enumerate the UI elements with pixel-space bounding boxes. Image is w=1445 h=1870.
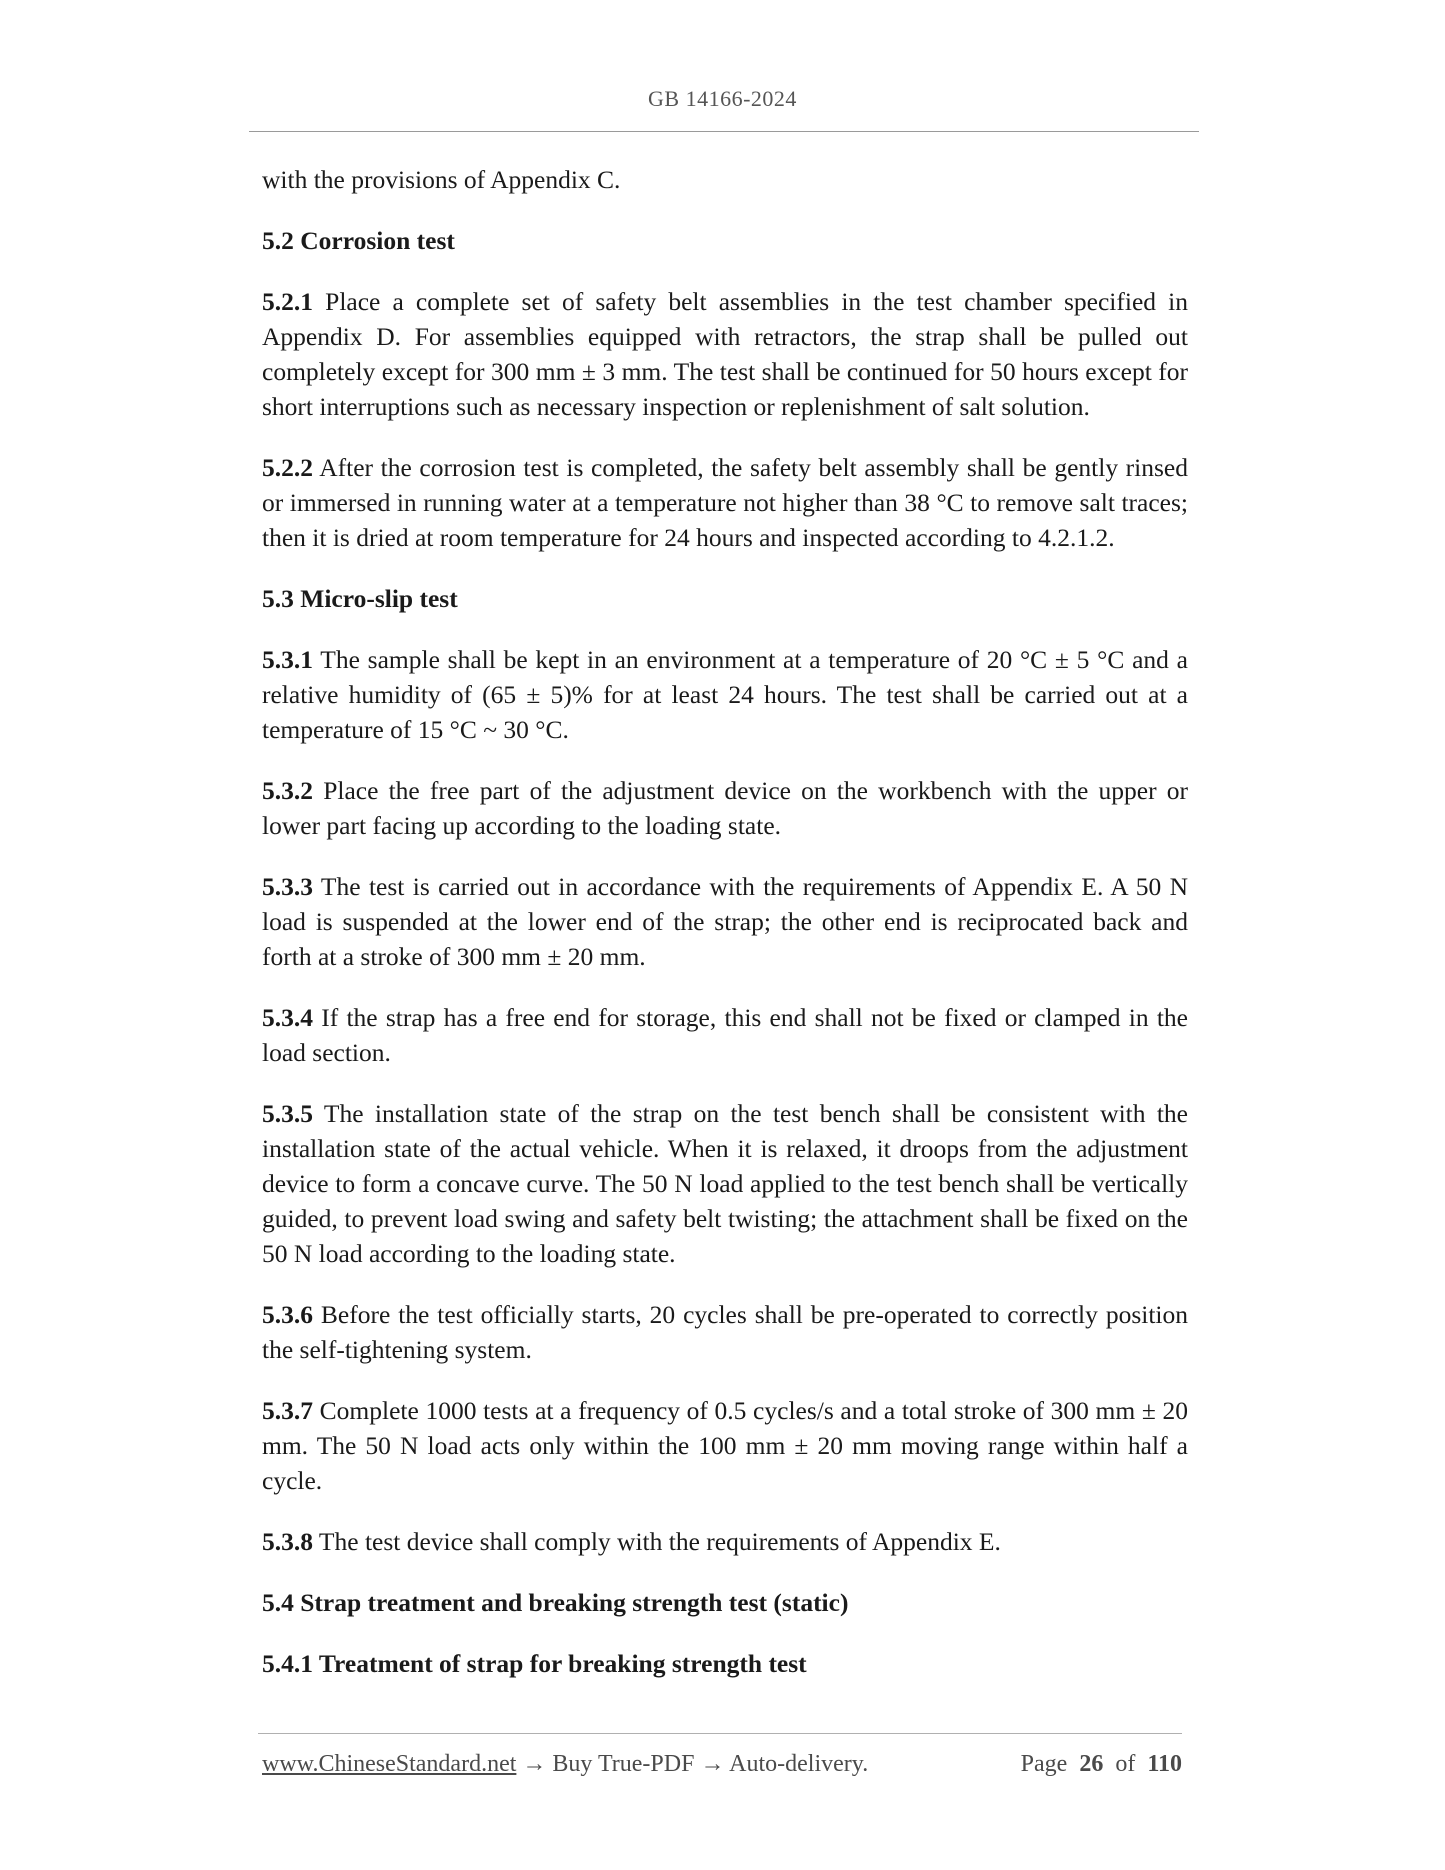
clause-number: 5.3.4	[262, 1003, 313, 1032]
section-heading-5-2: 5.2 Corrosion test	[262, 226, 455, 255]
clause-5-2-1	[262, 284, 1188, 424]
clause-number: 5.3.5	[262, 1099, 313, 1128]
clause-5-3-5	[262, 1096, 1188, 1271]
document-id-header: GB 14166-2024	[648, 86, 797, 111]
section-heading-5-3: 5.3 Micro-slip test	[262, 584, 458, 613]
clause-text: The installation state of the strap on the test bench shall be consistent with the installation state of the actual vehicle. When it is relaxed, it droops from the adjustment device to form a concave curve. The 50 N load applied to the test bench shall be vertically guided, to prevent load swing and safety belt twisting; the attachment shall be fixed on the 50 N load according to the loading state.	[262, 1099, 1188, 1268]
clause-5-2-2	[262, 450, 1188, 555]
clause-text: The test is carried out in accordance with the requirements of Appendix E. A 50 N load is suspended at the lower end of the strap; the other end is reciprocated back and forth at a stroke of 300 mm ± 20 mm.	[262, 872, 1188, 971]
clause-number: 5.3.3	[262, 872, 313, 901]
clause-text: Complete 1000 tests at a frequency of 0.5 cycles/s and a total stroke of 300 mm ± 20 mm. The 50 N load acts only within the 100 mm ± 20 mm moving range within half a cycle.	[262, 1396, 1189, 1495]
clause-text: Place the free part of the adjustment device on the workbench with the upper or lower part facing up according to the loading state.	[262, 776, 1188, 840]
footer-divider	[258, 1733, 1182, 1734]
current-page: 26	[1079, 1751, 1104, 1777]
clause-text: After the corrosion test is completed, the safety belt assembly shall be gently rinsed or immersed in running water at a temperature not higher than 38 °C to remove salt traces; then it is dried at room temperature for 24 hours and inspected according to 4.2.1.2.	[262, 453, 1189, 552]
page-label: Page	[1020, 1751, 1068, 1777]
paragraph-continuation: with the provisions of Appendix C.	[262, 165, 621, 194]
header-divider	[249, 131, 1199, 132]
clause-text: Before the test officially starts, 20 cycles shall be pre-operated to correctly position the self-tightening system.	[262, 1300, 1188, 1364]
clause-5-3-8	[262, 1524, 1188, 1559]
buy-pdf-text: Buy True-PDF	[552, 1751, 695, 1777]
auto-delivery-text: Auto-delivery.	[729, 1751, 869, 1777]
page-counter	[1021, 1751, 1182, 1778]
subsection-heading-5-4-1: 5.4.1 Treatment of strap for breaking strength test	[262, 1649, 807, 1678]
clause-5-3-3	[262, 869, 1188, 974]
website-link[interactable]: www.ChineseStandard.net	[262, 1751, 517, 1777]
of-label: of	[1115, 1751, 1136, 1777]
arrow-right-icon: →	[700, 1751, 725, 1777]
clause-text: Place a complete set of safety belt assemblies in the test chamber specified in Appendix D. For assemblies equipped with retractors, the strap shall be pulled out completely except for 300 mm ± 3 mm. The test shall be continued for 50 hours except for short interruptions such as necessary inspection or replenishment of salt solution.	[262, 287, 1189, 421]
page-body	[262, 162, 1188, 1707]
clause-5-3-7	[262, 1393, 1188, 1498]
clause-number: 5.3.7	[262, 1396, 313, 1425]
clause-5-3-2	[262, 773, 1188, 843]
total-pages: 110	[1147, 1751, 1182, 1777]
arrow-right-icon: →	[522, 1751, 547, 1777]
clause-number: 5.3.2	[262, 776, 313, 805]
clause-number: 5.2.2	[262, 453, 313, 482]
section-heading-5-4: 5.4 Strap treatment and breaking strength test (static)	[262, 1588, 849, 1617]
clause-text: The sample shall be kept in an environment at a temperature of 20 °C ± 5 °C and a relative humidity of (65 ± 5)% for at least 24 hours. The test shall be carried out at a temperature of 15 °C ~ 30 °C.	[262, 645, 1188, 744]
clause-5-3-6	[262, 1297, 1188, 1367]
clause-number: 5.3.1	[262, 645, 313, 674]
clause-5-3-1	[262, 642, 1188, 747]
footer-promo	[262, 1751, 868, 1778]
clause-number: 5.3.8	[262, 1527, 313, 1556]
clause-text: The test device shall comply with the requirements of Appendix E.	[318, 1527, 1001, 1556]
clause-number: 5.3.6	[262, 1300, 313, 1329]
clause-text: If the strap has a free end for storage, this end shall not be fixed or clamped in the load section.	[262, 1003, 1189, 1067]
clause-5-3-4	[262, 1000, 1188, 1070]
clause-number: 5.2.1	[262, 287, 313, 316]
